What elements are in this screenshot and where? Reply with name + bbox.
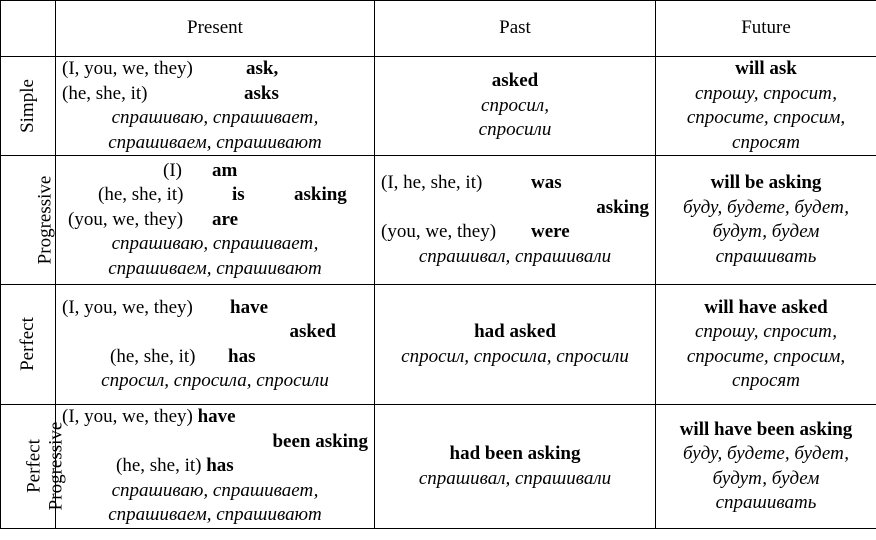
- translation-text: спрошу, спросит,: [694, 321, 838, 342]
- perfect-past-cell: [375, 285, 656, 405]
- verb-text: asks: [244, 82, 279, 104]
- pronoun-text: (I): [163, 159, 182, 181]
- pronoun-text: (you, we, they): [68, 208, 184, 230]
- verb-text: will be asking: [710, 172, 822, 193]
- verb-text: ask,: [246, 58, 279, 79]
- translation-text: спрашивал, спрашивали: [418, 467, 612, 489]
- header-row: [1, 1, 876, 57]
- verb-text: asked: [491, 70, 539, 92]
- translation-text: спрашиваем, спрашивают: [108, 257, 322, 279]
- pronoun-text: (I, you, we, they): [62, 406, 193, 428]
- present-line: [62, 82, 368, 107]
- row-label-line: Progressive: [45, 421, 67, 511]
- participle-text: asking: [294, 184, 347, 206]
- present-line: [62, 345, 368, 370]
- row-perfect: [1, 285, 876, 405]
- pronoun-text: (I, you, we, they): [62, 58, 193, 79]
- translation-text: спросят: [732, 131, 800, 153]
- past-line: [381, 171, 649, 196]
- present-line: [62, 296, 368, 321]
- translation-text: будут, будем: [712, 221, 820, 242]
- verb-text: will have been asking: [679, 418, 853, 440]
- verb-text: will ask: [735, 58, 797, 79]
- verb-text: has: [206, 455, 234, 477]
- row-label-progressive: [1, 156, 56, 285]
- translation-text: спрашиваю, спрашивает,: [111, 479, 319, 501]
- pronoun-text: (he, she, it): [110, 345, 196, 367]
- verb-text: have: [230, 296, 268, 318]
- progressive-past-cell: [375, 156, 656, 285]
- row-label-text: Progressive: [34, 175, 56, 265]
- pronoun-text: (he, she, it): [98, 184, 184, 206]
- translation-text: спросил, спросила, спросили: [101, 370, 329, 391]
- present-line: [62, 454, 368, 479]
- present-line: [62, 159, 368, 184]
- progressive-present-cell: [56, 156, 375, 285]
- translation-text: спрашивать: [715, 492, 817, 513]
- translation-text: спросил, спросила, спросили: [401, 345, 629, 367]
- simple-future-cell: [656, 57, 876, 156]
- pronoun-text: (I, you, we, they): [62, 296, 193, 318]
- perfect-progressive-past-cell: [375, 405, 656, 529]
- translation-text: спросил,: [481, 94, 549, 116]
- verb-text: will have asked: [704, 296, 828, 318]
- translation-text: будут, будем: [712, 467, 820, 489]
- verb-text: have: [197, 406, 236, 428]
- verb-text: has: [228, 345, 256, 367]
- pronoun-text: (he, she, it): [116, 455, 202, 477]
- row-label-perfect-progressive: [1, 405, 67, 529]
- translation-text: спросят: [732, 370, 800, 391]
- translation-text: спрошу, спросит,: [694, 82, 838, 104]
- translation-text: буду, будете, будет,: [682, 196, 850, 218]
- perfect-future-cell: [656, 285, 876, 405]
- row-label-perfect: [1, 285, 56, 405]
- pronoun-text: (I, he, she, it): [381, 172, 483, 193]
- row-progressive: [1, 156, 876, 285]
- header-future: Future: [656, 1, 876, 57]
- verb-text: had asked: [474, 321, 556, 342]
- corner-cell: [1, 1, 56, 57]
- translation-text: спросите, спросим,: [686, 107, 846, 128]
- present-line: [62, 57, 368, 82]
- verb-text: had been asking: [449, 443, 581, 464]
- row-perfect-progressive: [1, 405, 876, 529]
- row-simple: [1, 57, 876, 156]
- translation-text: спросите, спросим,: [686, 345, 846, 367]
- translation-text: спрашиваю, спрашивает,: [111, 107, 319, 128]
- translation-text: спрашивать: [715, 245, 817, 267]
- translation-text: спрашивал, спрашивали: [418, 245, 612, 267]
- verb-text: is: [232, 184, 245, 206]
- row-label-text: Perfect: [17, 317, 38, 372]
- participle-text: been asking: [272, 430, 368, 452]
- simple-past-cell: [375, 57, 656, 156]
- translation-text: спрашиваем, спрашивают: [108, 131, 322, 153]
- verb-text: am: [212, 159, 238, 181]
- simple-present-cell: [56, 57, 375, 156]
- verb-text: are: [212, 208, 239, 230]
- translation-text: буду, будете, будет,: [682, 443, 850, 464]
- perfect-present-cell: [56, 285, 375, 405]
- verb-text: was: [531, 172, 562, 193]
- present-line: [62, 183, 368, 208]
- translation-text: спрашиваю, спрашивает,: [111, 233, 319, 255]
- translation-text: спрашиваем, спрашивают: [108, 504, 322, 526]
- present-line: [62, 405, 368, 430]
- perfect-progressive-future-cell: [656, 405, 876, 529]
- participle-text: asked: [289, 321, 336, 342]
- pronoun-text: (you, we, they): [381, 221, 497, 242]
- progressive-future-cell: [656, 156, 876, 285]
- row-label-text: Simple: [17, 78, 38, 133]
- verb-text: were: [531, 221, 570, 242]
- present-line: [62, 208, 368, 233]
- perfect-progressive-present-cell: [56, 405, 375, 529]
- row-label-line: Perfect: [23, 438, 45, 493]
- pronoun-text: (he, she, it): [62, 82, 148, 104]
- header-past: Past: [375, 1, 656, 57]
- past-line: [381, 220, 649, 245]
- row-label-simple: [1, 57, 56, 156]
- row-label-text: [23, 421, 67, 510]
- translation-text: спросили: [478, 119, 552, 141]
- participle-text: asking: [596, 196, 649, 218]
- header-present: Present: [56, 1, 375, 57]
